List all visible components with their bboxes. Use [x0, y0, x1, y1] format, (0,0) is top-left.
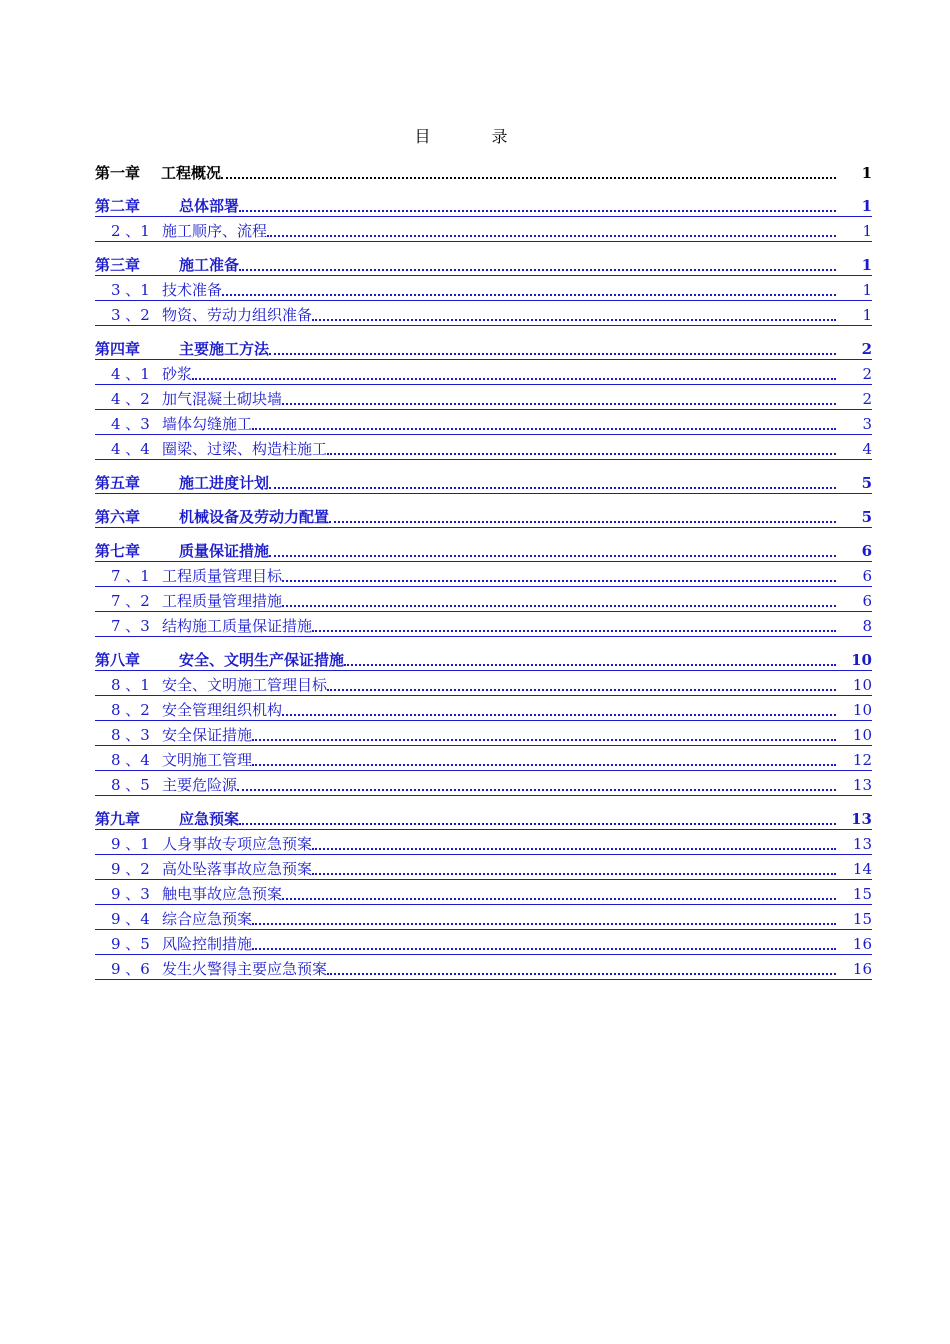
toc-entry-title: 总体部署 — [179, 197, 240, 215]
dot-leader — [252, 739, 836, 741]
toc-page-number: 1 — [862, 222, 872, 240]
dot-leader — [329, 521, 836, 523]
toc-section-link[interactable] — [95, 905, 872, 930]
toc-section-link[interactable] — [95, 880, 872, 905]
toc-entry-number: 9 、6 — [111, 960, 150, 978]
toc-entry-number: 第二章 — [95, 197, 141, 215]
toc-page-number: 4 — [862, 440, 872, 458]
toc-entry-title: 安全保证措施 — [162, 726, 253, 744]
toc-entry-number: 4 、3 — [111, 415, 150, 433]
toc-page-number: 16 — [852, 935, 872, 953]
toc-entry-title: 应急预案 — [179, 810, 240, 828]
toc-entry-number: 8 、4 — [111, 751, 150, 769]
toc-chapter-link[interactable] — [95, 646, 872, 671]
dot-leader — [252, 923, 836, 925]
toc-entry-number: 9 、2 — [111, 860, 150, 878]
toc-entry-title: 施工准备 — [179, 256, 240, 274]
toc-page-number: 6 — [862, 567, 872, 585]
toc-section-link[interactable] — [95, 276, 872, 301]
toc-page-number: 1 — [861, 197, 872, 215]
toc-section-link[interactable] — [95, 385, 872, 410]
toc-section-link[interactable] — [95, 830, 872, 855]
toc-page-number: 15 — [852, 885, 872, 903]
toc-entry-title: 加气混凝土砌块墙 — [162, 390, 283, 408]
toc-page-number: 1 — [861, 256, 872, 274]
toc-entry-title: 施工进度计划 — [179, 474, 270, 492]
toc-section-link[interactable] — [95, 671, 872, 696]
toc-section-link[interactable] — [95, 587, 872, 612]
dot-leader — [312, 848, 836, 850]
toc-page-number: 10 — [851, 651, 872, 669]
toc-entry-title: 人身事故专项应急预案 — [162, 835, 313, 853]
toc-entry-number: 2 、1 — [111, 222, 150, 240]
toc-entry-title: 发生火警得主要应急预案 — [162, 960, 328, 978]
dot-leader — [282, 403, 836, 405]
toc-title: 目 录 — [414, 127, 536, 146]
dot-leader — [282, 898, 836, 900]
toc-entry-title: 质量保证措施 — [179, 542, 270, 560]
dot-leader — [267, 235, 836, 237]
toc-section-link[interactable] — [95, 562, 872, 587]
table-of-contents — [95, 158, 872, 980]
dot-leader — [237, 789, 836, 791]
toc-chapter-link[interactable] — [95, 469, 872, 494]
toc-section-link[interactable] — [95, 410, 872, 435]
dot-leader — [282, 605, 836, 607]
toc-entry-number: 7 、1 — [111, 567, 150, 585]
toc-page-number: 1 — [861, 164, 872, 182]
dot-leader — [312, 873, 836, 875]
toc-page-number: 2 — [862, 365, 872, 383]
dot-leader — [269, 555, 836, 557]
dot-leader — [252, 764, 836, 766]
toc-page-number: 2 — [861, 340, 872, 358]
toc-entry-title: 物资、劳动力组织准备 — [162, 306, 313, 324]
toc-page-number: 6 — [861, 542, 872, 560]
toc-entry-title: 砂浆 — [162, 365, 193, 383]
toc-page-number: 12 — [852, 751, 872, 769]
toc-entry-title: 结构施工质量保证措施 — [162, 617, 313, 635]
toc-entry-title: 工程质量管理目标 — [162, 567, 283, 585]
toc-entry-title: 工程质量管理措施 — [162, 592, 283, 610]
toc-page-number: 1 — [862, 306, 872, 324]
toc-page-number: 13 — [852, 776, 872, 794]
toc-entry-title: 风险控制措施 — [162, 935, 253, 953]
toc-entry-number: 8 、3 — [111, 726, 150, 744]
toc-page-number: 3 — [862, 415, 872, 433]
toc-section-link[interactable] — [95, 721, 872, 746]
toc-chapter-link — [95, 158, 872, 183]
toc-page-number: 5 — [861, 474, 872, 492]
toc-section-link[interactable] — [95, 360, 872, 385]
toc-entry-number: 4 、4 — [111, 440, 150, 458]
dot-leader — [327, 689, 836, 691]
toc-entry-number: 9 、3 — [111, 885, 150, 903]
dot-leader — [312, 630, 836, 632]
toc-chapter-link[interactable] — [95, 335, 872, 360]
toc-entry-number: 第七章 — [95, 542, 141, 560]
dot-leader — [327, 973, 836, 975]
toc-entry-title: 墙体勾缝施工 — [162, 415, 253, 433]
dot-leader — [252, 428, 836, 430]
toc-section-link[interactable] — [95, 301, 872, 326]
toc-entry-number: 第一章 — [95, 164, 141, 182]
toc-section-link[interactable] — [95, 771, 872, 796]
toc-entry-number: 3 、2 — [111, 306, 150, 324]
toc-entry-title: 综合应急预案 — [162, 910, 253, 928]
toc-entry-title: 安全管理组织机构 — [162, 701, 283, 719]
toc-entry-number: 9 、1 — [111, 835, 150, 853]
toc-entry-title: 安全、文明生产保证措施 — [179, 651, 345, 669]
toc-page-number: 8 — [862, 617, 872, 635]
toc-entry-number: 7 、3 — [111, 617, 150, 635]
toc-entry-number: 9 、4 — [111, 910, 150, 928]
toc-entry-title: 主要危险源 — [162, 776, 238, 794]
toc-chapter-link[interactable] — [95, 192, 872, 217]
toc-page-number: 15 — [852, 910, 872, 928]
toc-entry-number: 8 、5 — [111, 776, 150, 794]
toc-entry-title: 主要施工方法 — [179, 340, 270, 358]
toc-entry-title: 工程概况 — [161, 164, 222, 182]
toc-section-link[interactable] — [95, 855, 872, 880]
toc-entry-number: 第六章 — [95, 508, 141, 526]
toc-entry-number: 第八章 — [95, 651, 141, 669]
toc-section-link[interactable] — [95, 930, 872, 955]
toc-chapter-link[interactable] — [95, 251, 872, 276]
toc-page-number: 13 — [851, 810, 872, 828]
toc-page-number: 16 — [852, 960, 872, 978]
dot-leader — [312, 319, 836, 321]
dot-leader — [327, 453, 836, 455]
dot-leader — [239, 269, 836, 271]
dot-leader — [282, 714, 836, 716]
toc-chapter-link[interactable] — [95, 805, 872, 830]
toc-chapter-link[interactable] — [95, 537, 872, 562]
toc-entry-number: 3 、1 — [111, 281, 150, 299]
toc-page-number: 10 — [852, 726, 872, 744]
dot-leader — [282, 580, 836, 582]
dot-leader — [239, 210, 836, 212]
dot-leader — [344, 664, 836, 666]
dot-leader — [192, 378, 836, 380]
toc-entry-title: 技术准备 — [162, 281, 223, 299]
toc-page-number: 2 — [862, 390, 872, 408]
toc-entry-title: 机械设备及劳动力配置 — [179, 508, 330, 526]
toc-entry-number: 第四章 — [95, 340, 141, 358]
toc-section-link[interactable] — [95, 217, 872, 242]
toc-entry-number: 8 、1 — [111, 676, 150, 694]
toc-section-link[interactable] — [95, 696, 872, 721]
toc-section-link[interactable] — [95, 955, 872, 980]
toc-entry-number: 4 、2 — [111, 390, 150, 408]
toc-page-number: 5 — [861, 508, 872, 526]
toc-entry-title: 文明施工管理 — [162, 751, 253, 769]
toc-page-number: 1 — [862, 281, 872, 299]
toc-entry-number: 第五章 — [95, 474, 141, 492]
toc-page-number: 10 — [852, 676, 872, 694]
toc-entry-number: 7 、2 — [111, 592, 150, 610]
toc-page-number: 10 — [852, 701, 872, 719]
toc-section-link[interactable] — [95, 612, 872, 637]
toc-page-number: 6 — [862, 592, 872, 610]
toc-entry-title: 圈梁、过梁、构造柱施工 — [162, 440, 328, 458]
toc-section-link[interactable] — [95, 435, 872, 460]
toc-entry-number: 第三章 — [95, 256, 141, 274]
toc-entry-number: 4 、1 — [111, 365, 150, 383]
toc-section-link[interactable] — [95, 746, 872, 771]
dot-leader — [269, 487, 836, 489]
dot-leader — [252, 948, 836, 950]
dot-leader — [239, 823, 836, 825]
toc-entry-title: 触电事故应急预案 — [162, 885, 283, 903]
toc-entry-number: 9 、5 — [111, 935, 150, 953]
toc-entry-title: 施工顺序、流程 — [162, 222, 268, 240]
toc-page-number: 14 — [852, 860, 872, 878]
toc-entry-number: 8 、2 — [111, 701, 150, 719]
dot-leader — [222, 294, 836, 296]
toc-entry-title: 高处坠落事故应急预案 — [162, 860, 313, 878]
toc-entry-title: 安全、文明施工管理目标 — [162, 676, 328, 694]
dot-leader — [269, 353, 836, 355]
toc-entry-number: 第九章 — [95, 810, 141, 828]
dot-leader — [221, 177, 836, 179]
toc-page-number: 13 — [852, 835, 872, 853]
toc-chapter-link[interactable] — [95, 503, 872, 528]
